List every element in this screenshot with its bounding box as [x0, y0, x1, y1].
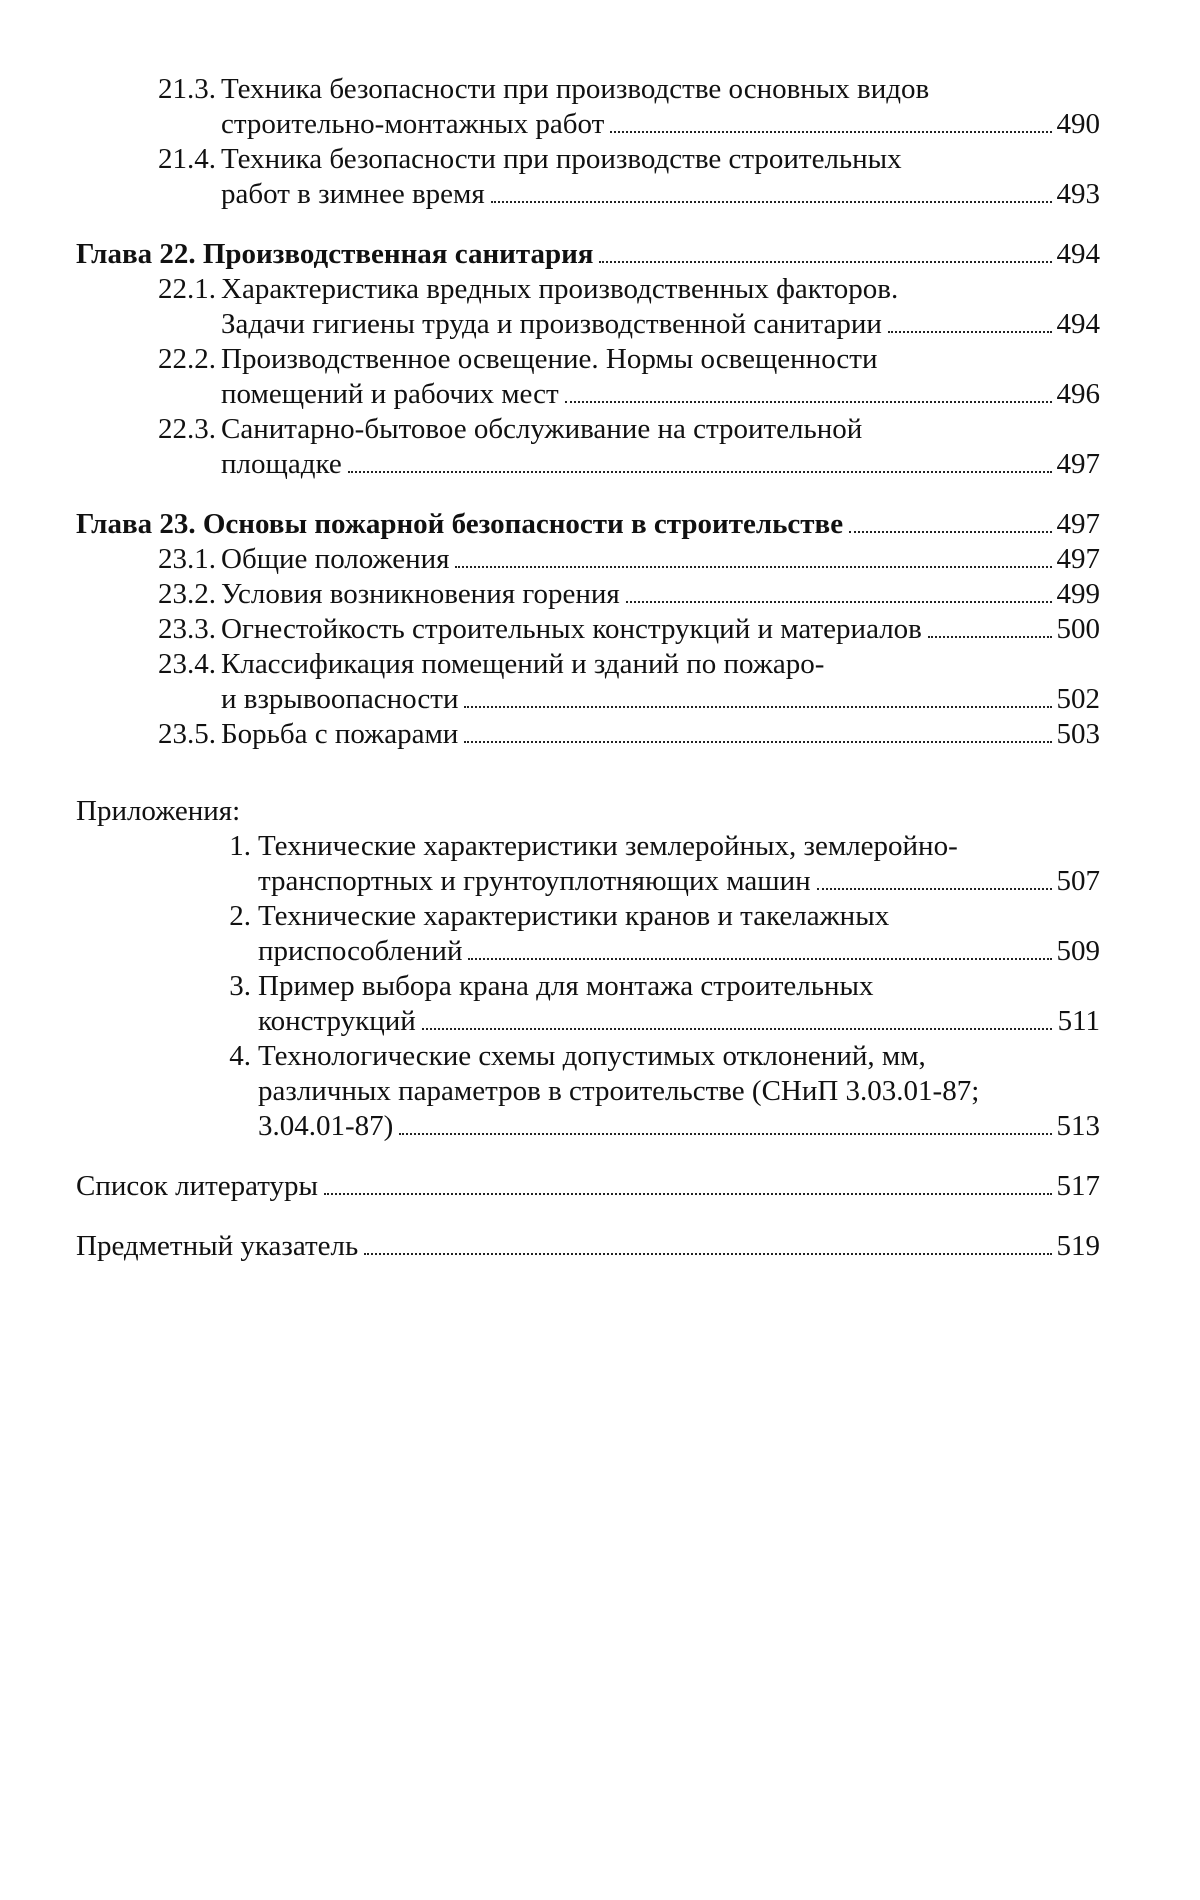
section-21-entries: [76, 72, 1100, 212]
toc-entry-23-4: [76, 647, 1100, 717]
chapter-heading: [76, 507, 1100, 542]
toc-entry-23-5: [76, 717, 1100, 752]
dot-leader: [468, 958, 1052, 960]
entry-number: 23.3.: [158, 613, 216, 645]
entry-text: помещений и рабочих мест: [221, 378, 559, 410]
page-number: 497: [1056, 508, 1100, 540]
dot-leader: [348, 471, 1052, 473]
entry-number: 23.1.: [158, 543, 216, 575]
entry-text: Задачи гигиены труда и производственной санитарии: [221, 308, 882, 340]
page-number: 517: [1056, 1170, 1100, 1202]
dot-leader: [455, 566, 1052, 568]
entry-text: Техника безопасности при производстве строительных: [221, 143, 902, 175]
entry-number: 2.: [229, 900, 251, 932]
page-number: 502: [1056, 683, 1100, 715]
toc-entry-22-1: [76, 272, 1100, 342]
entry-text: Технологические схемы допустимых отклонений, мм,: [258, 1040, 926, 1072]
entry-number: 4.: [229, 1040, 251, 1072]
chapter-22: [76, 237, 1100, 482]
dot-leader: [849, 531, 1052, 533]
entry-text: Технические характеристики землеройных, землеройно-: [258, 830, 958, 862]
toc-entry-23-3: [76, 612, 1100, 647]
entry-text: Санитарно-бытовое обслуживание на строительной: [221, 413, 863, 445]
chapter-title: Глава 22. Производственная санитария: [76, 238, 594, 270]
entry-text: и взрывоопасности: [221, 683, 459, 715]
dot-leader: [464, 706, 1052, 708]
toc-entry-21-3: [76, 72, 1100, 142]
entry-text: Борьба с пожарами: [221, 718, 459, 750]
dot-leader: [364, 1253, 1052, 1255]
appendices-heading: Приложения:: [76, 795, 241, 827]
entry-text: 3.04.01-87): [258, 1110, 394, 1142]
page-number: 509: [1056, 935, 1100, 967]
index-entry: [76, 1229, 1100, 1264]
entry-number: 21.3.: [158, 73, 216, 105]
page-number: 513: [1056, 1110, 1100, 1142]
dot-leader: [324, 1193, 1052, 1195]
entry-text: строительно-монтажных работ: [221, 108, 605, 140]
entry-text: Огнестойкость строительных конструкций и материалов: [221, 613, 922, 645]
bibliography-title: Список литературы: [76, 1170, 319, 1202]
dot-leader: [626, 601, 1052, 603]
entry-text: Характеристика вредных производственных факторов.: [221, 273, 899, 305]
entry-number: 23.4.: [158, 648, 216, 680]
appendix-entry-3: [76, 969, 1100, 1039]
appendices: [76, 794, 1100, 1144]
chapter-23: [76, 507, 1100, 752]
entry-number: 22.1.: [158, 273, 216, 305]
entry-text: Техника безопасности при производстве основных видов: [221, 73, 930, 105]
entry-text: Условия возникновения горения: [221, 578, 620, 610]
dot-leader: [464, 741, 1052, 743]
toc-entry-22-3: [76, 412, 1100, 482]
toc-entry-23-1: [76, 542, 1100, 577]
entry-text: Технические характеристики кранов и такелажных: [258, 900, 890, 932]
entry-number: 23.5.: [158, 718, 216, 750]
dot-leader: [565, 401, 1052, 403]
toc-entry-23-2: [76, 577, 1100, 612]
page-number: 493: [1056, 178, 1100, 210]
entry-number: 22.3.: [158, 413, 216, 445]
appendix-entry-4: [76, 1039, 1100, 1144]
entry-text: площадке: [221, 448, 342, 480]
dot-leader: [599, 261, 1052, 263]
appendix-entry-1: [76, 829, 1100, 899]
chapter-heading: [76, 237, 1100, 272]
page-number: 500: [1056, 613, 1100, 645]
page-number: 497: [1056, 448, 1100, 480]
dot-leader: [610, 131, 1052, 133]
page-number: 497: [1056, 543, 1100, 575]
dot-leader: [491, 201, 1052, 203]
entry-number: 23.2.: [158, 578, 216, 610]
page-number: 496: [1056, 378, 1100, 410]
page-number: 490: [1056, 108, 1100, 140]
entry-text: различных параметров в строительстве (СНиП 3.03.01-87;: [258, 1075, 980, 1107]
entry-number: 3.: [229, 970, 251, 1002]
appendix-entry-2: [76, 899, 1100, 969]
entry-number: 21.4.: [158, 143, 216, 175]
entry-number: 22.2.: [158, 343, 216, 375]
entry-text: приспособлений: [258, 935, 463, 967]
page-number: 507: [1056, 865, 1100, 897]
chapter-title: Глава 23. Основы пожарной безопасности в строительстве: [76, 508, 844, 540]
entry-text: работ в зимнее время: [221, 178, 485, 210]
page-number: 519: [1056, 1230, 1100, 1262]
page-number: 503: [1056, 718, 1100, 750]
entry-text: Производственное освещение. Нормы освещенности: [221, 343, 878, 375]
entry-text: Пример выбора крана для монтажа строительных: [258, 970, 874, 1002]
page-number: 494: [1056, 238, 1100, 270]
page-number: 499: [1056, 578, 1100, 610]
entry-text: конструкций: [258, 1005, 416, 1037]
page-number: 494: [1056, 308, 1100, 340]
entry-number: 1.: [229, 830, 251, 862]
toc-entry-21-4: [76, 142, 1100, 212]
entry-text: транспортных и грунтоуплотняющих машин: [258, 865, 811, 897]
toc-entry-22-2: [76, 342, 1100, 412]
table-of-contents: [76, 72, 1100, 1264]
entry-text: Общие положения: [221, 543, 450, 575]
dot-leader: [422, 1028, 1052, 1030]
dot-leader: [399, 1133, 1052, 1135]
index-title: Предметный указатель: [76, 1230, 359, 1262]
dot-leader: [888, 331, 1052, 333]
entry-text: Классификация помещений и зданий по пожаро-: [221, 648, 825, 680]
bibliography-entry: [76, 1169, 1100, 1204]
dot-leader: [817, 888, 1052, 890]
page-number: 511: [1057, 1005, 1100, 1037]
dot-leader: [928, 636, 1052, 638]
